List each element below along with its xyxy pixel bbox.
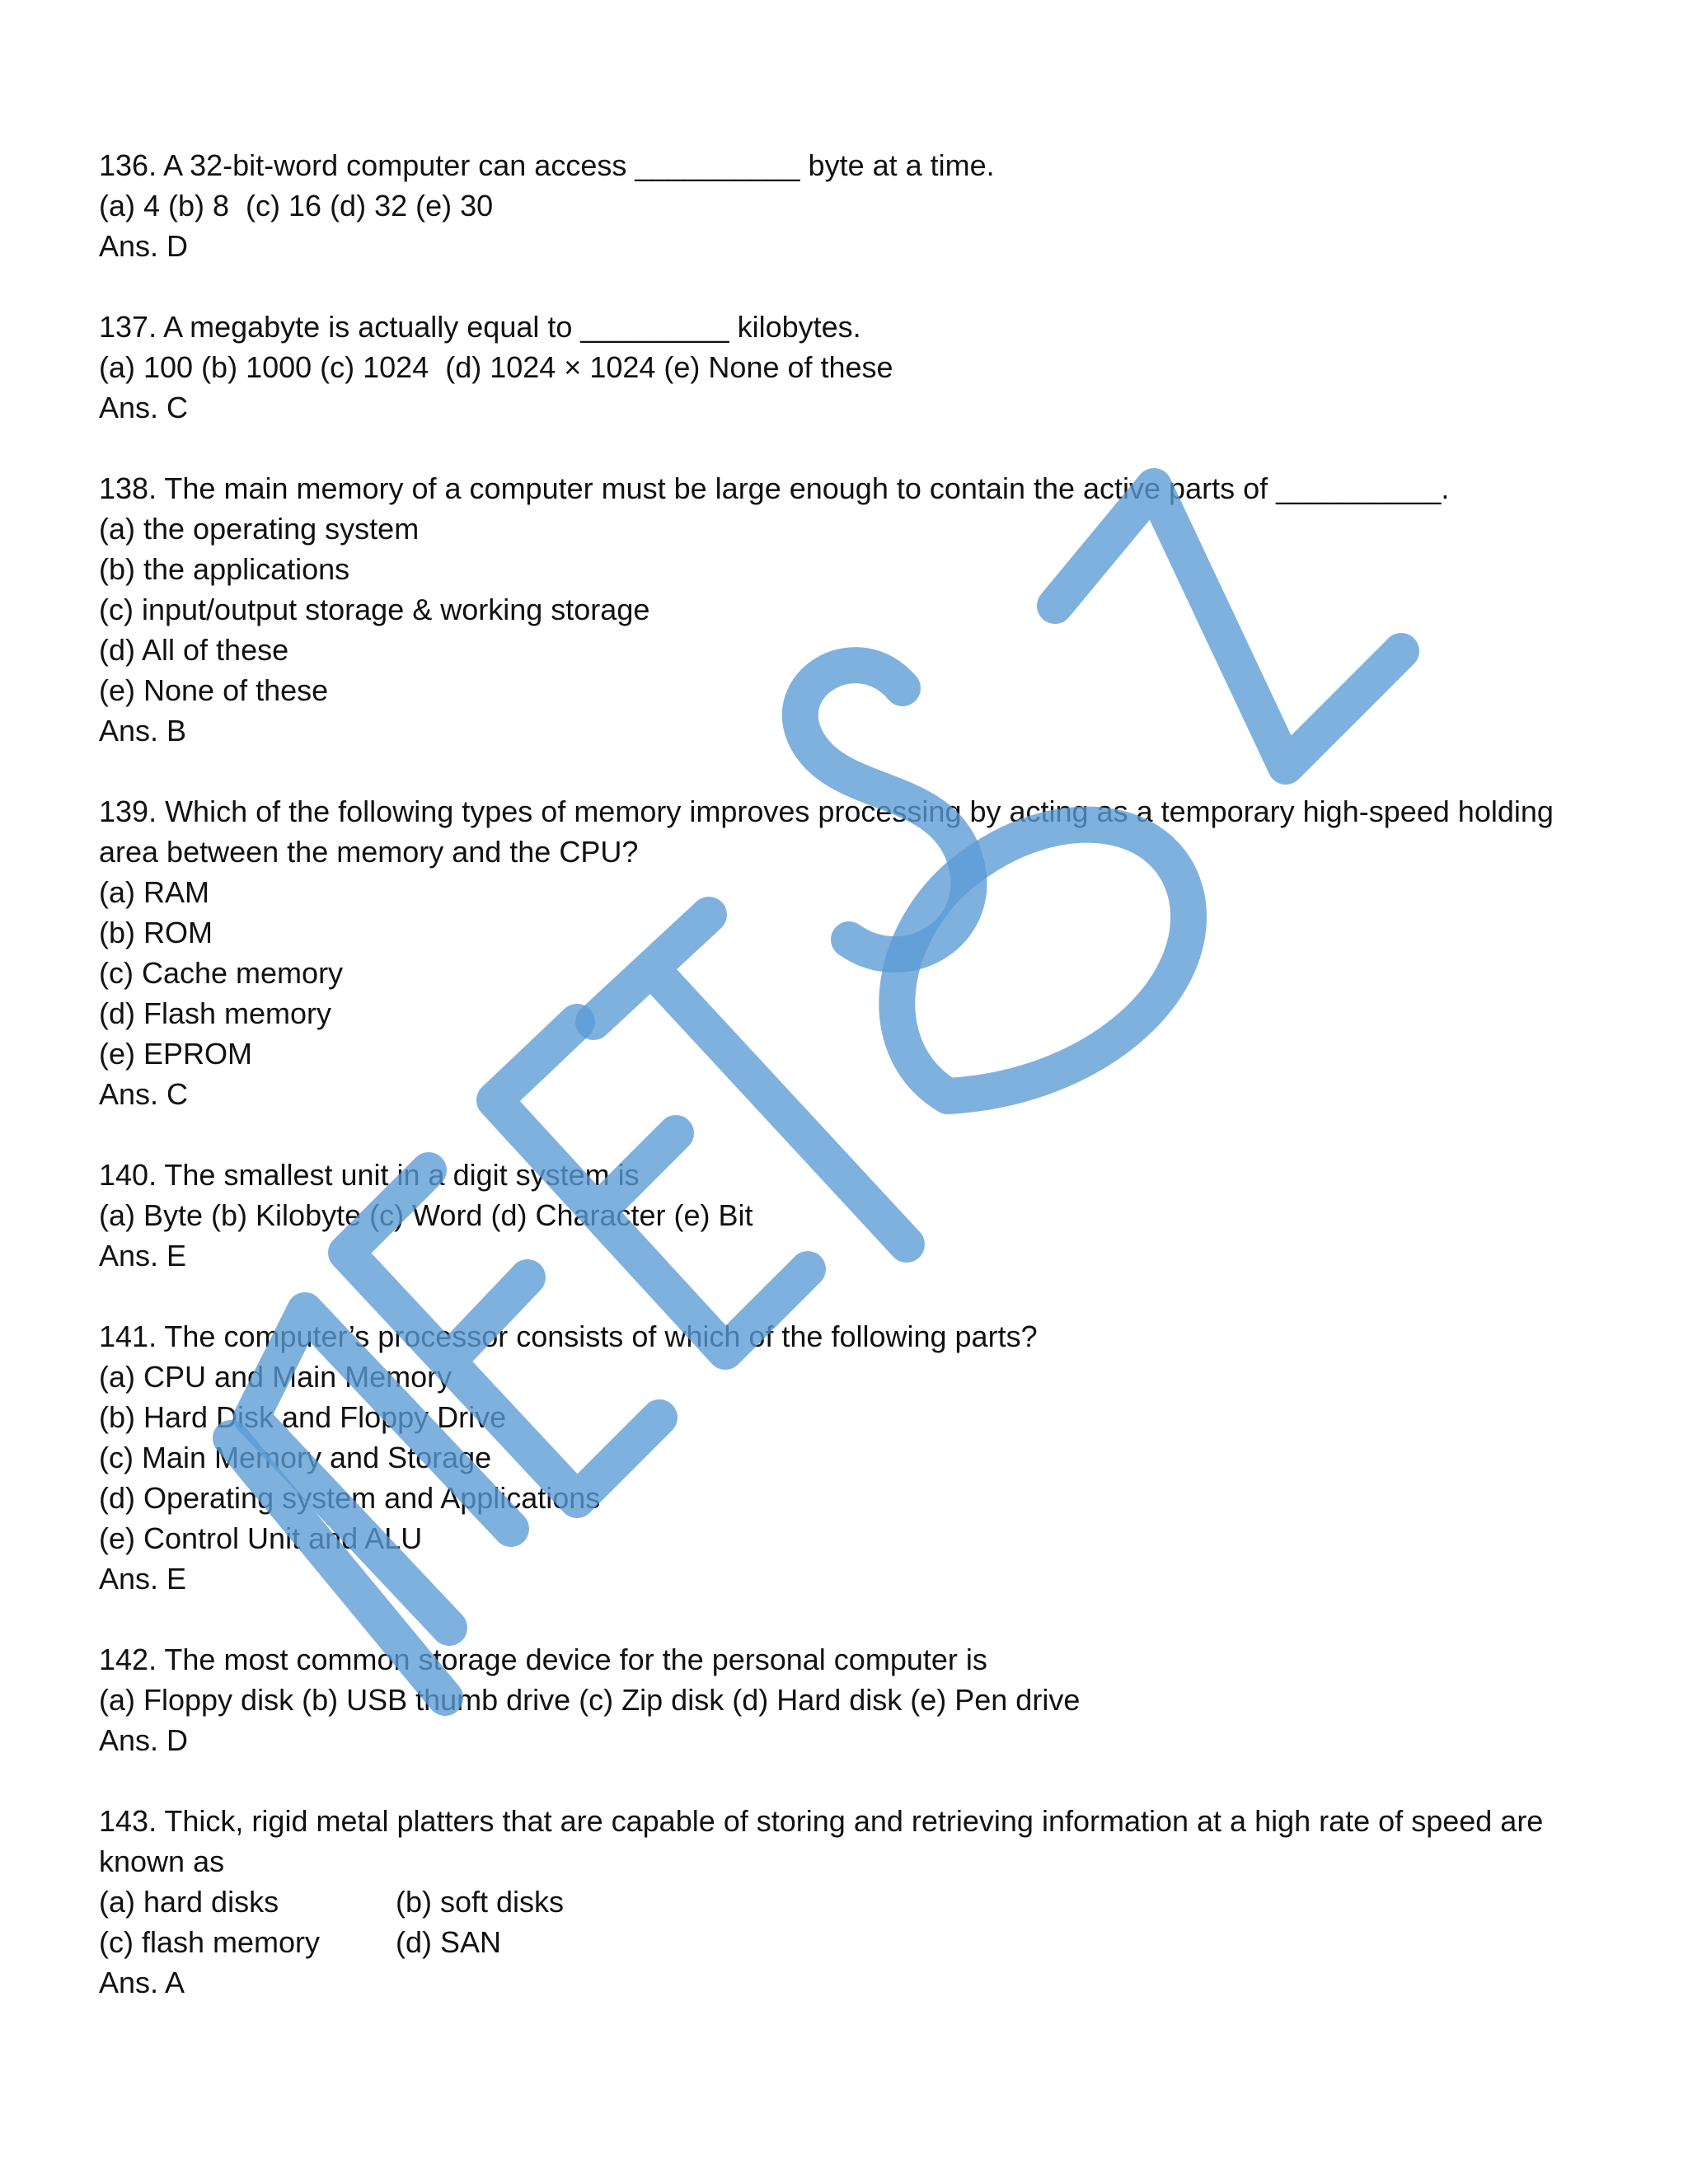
question-143 [99,1801,1566,2003]
option-c: (c) Cache memory [99,956,344,990]
question-137 [99,307,1566,428]
question-136 [99,145,1566,266]
question-list [99,145,1566,2043]
question-138 [99,468,1566,751]
question-text: 142. The most common storage device for the personal computer is [99,1643,987,1676]
option-e: (e) Control Unit and ALU [99,1521,423,1555]
question-140 [99,1155,1566,1276]
option-grid [99,1882,1566,1962]
option-line: (a) 100 (b) 1000 (c) 1024 (d) 1024 × 1024 (e) None of these [99,350,893,384]
option-d: (d) Flash memory [99,996,332,1030]
question-142 [99,1639,1566,1760]
answer: Ans. B [99,714,187,748]
option-b: (b) soft disks [396,1885,565,1919]
option-d: (d) Operating system and Applications [99,1481,601,1515]
option-line: (a) 4 (b) 8 (c) 16 (d) 32 (e) 30 [99,189,494,223]
question-text: 139. Which of the following types of memory improves processing by acting as a temporary high-speed holding area between the memory and the CPU? [99,794,1562,869]
option-d: (d) SAN [396,1925,502,1959]
question-141 [99,1316,1566,1599]
answer: Ans. D [99,229,189,263]
answer: Ans. E [99,1239,187,1272]
option-c: (c) flash memory [99,1925,321,1959]
option-line: (a) Floppy disk (b) USB thumb drive (c) Zip disk (d) Hard disk (e) Pen drive [99,1683,1081,1717]
option-a: (a) the operating system [99,512,420,546]
question-text: 140. The smallest unit in a digit system is [99,1158,640,1192]
answer: Ans. D [99,1723,189,1757]
question-text: 136. A 32-bit-word computer can access __________ byte at a time. [99,148,995,182]
answer: Ans. C [99,391,189,424]
answer: Ans. E [99,1562,187,1596]
question-text: 138. The main memory of a computer must be large enough to contain the active parts of __________. [99,471,1450,505]
option-d: (d) All of these [99,633,289,667]
option-c: (c) input/output storage & working storage [99,593,650,626]
option-e: (e) EPROM [99,1037,253,1071]
option-b: (b) the applications [99,552,350,586]
question-139 [99,791,1566,1114]
option-line: (a) Byte (b) Kilobyte (c) Word (d) Character (e) Bit [99,1198,753,1232]
question-text: 137. A megabyte is actually equal to _________ kilobytes. [99,310,861,344]
option-b: (b) ROM [99,916,213,949]
question-text: 141. The computer’s processor consists of which of the following parts? [99,1319,1038,1353]
question-text: 143. Thick, rigid metal platters that are capable of storing and retrieving information at a high rate of speed are known as [99,1804,1552,1878]
answer: Ans. C [99,1077,189,1111]
option-a: (a) CPU and Main Memory [99,1360,452,1394]
option-a: (a) hard disks [99,1885,279,1919]
option-b: (b) Hard Disk and Floppy Drive [99,1400,507,1434]
option-e: (e) None of these [99,673,329,707]
option-a: (a) RAM [99,875,209,909]
option-c: (c) Main Memory and Storage [99,1441,492,1474]
answer: Ans. A [99,1966,185,1999]
